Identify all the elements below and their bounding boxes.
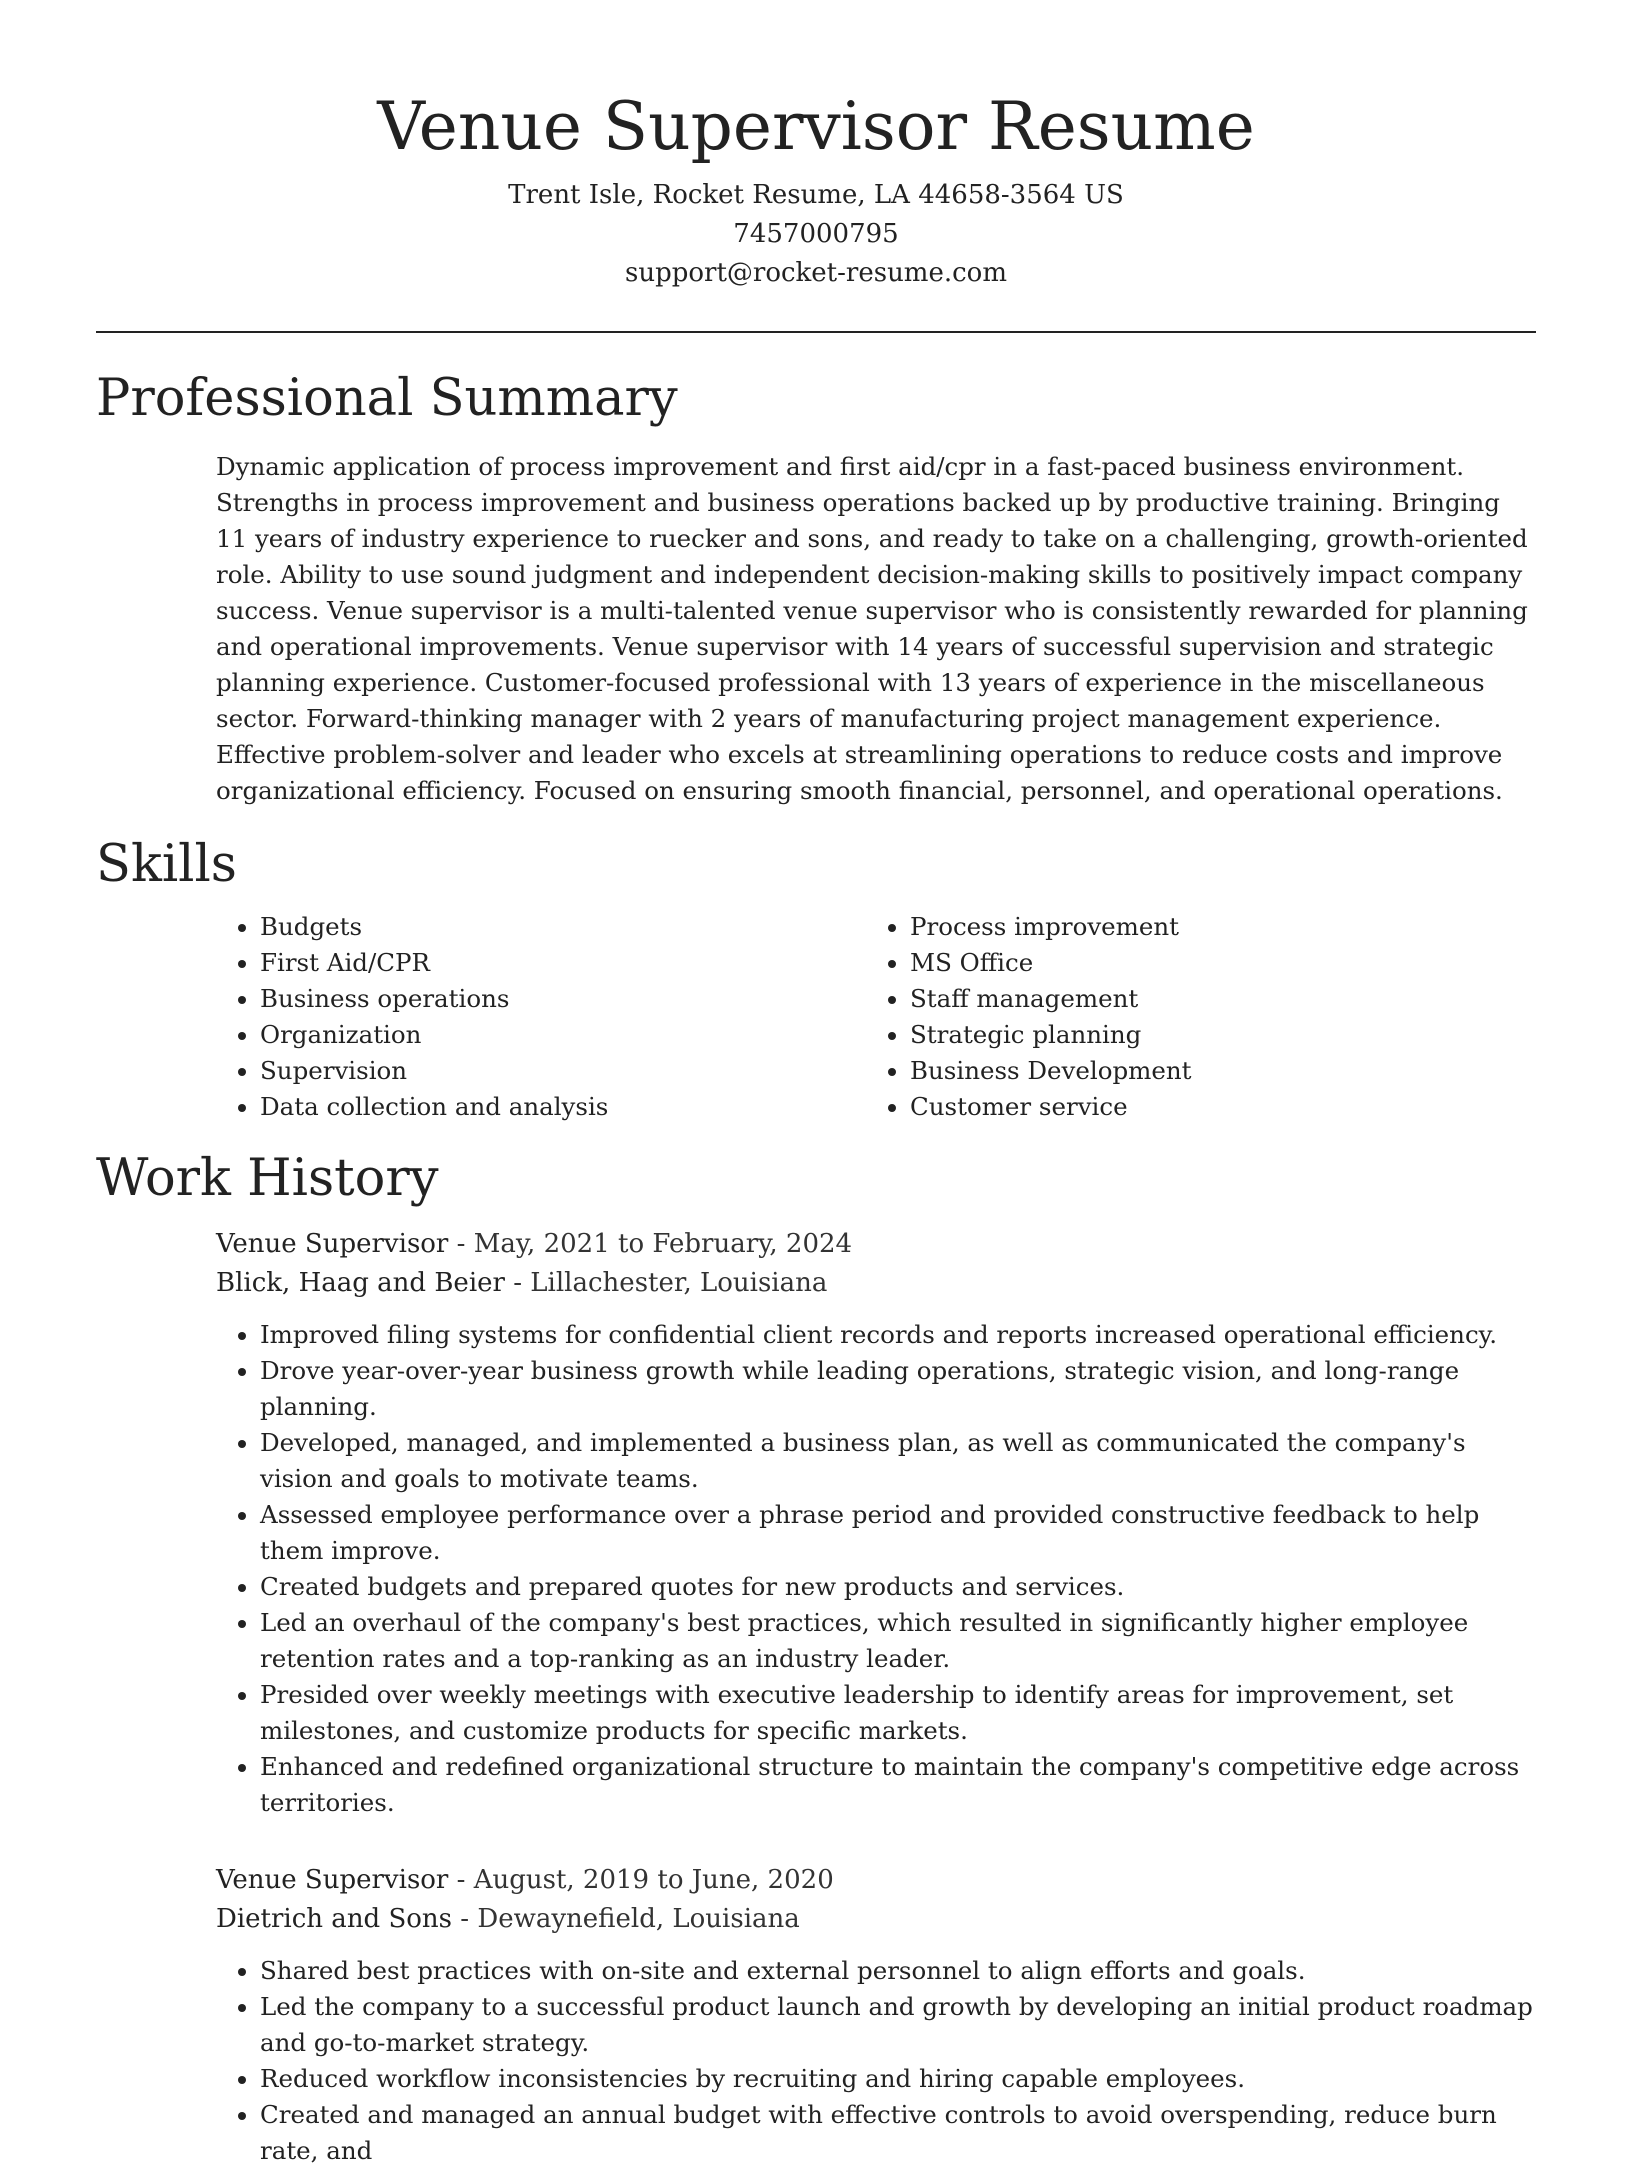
job-company: Dietrich and Sons — [216, 1904, 453, 1934]
job-duty: • Created and managed an annual budget with effective controls to avoid overspending, reduce burn rate, and — [260, 2097, 1536, 2169]
summary-text: Dynamic application of process improvement and first aid/cpr in a fast-paced business environment. Strengths in process improvement and business operations backed up by productive training. Bringing 11 years of industry experience to ruecker and sons, and ready to take on a challenging, growth-oriented role. Ability to use sound judgment and independent decision-making skills to positively impact company success. Venue supervisor is a multi-talented venue supervisor who is consistently rewarded for planning and operational improvements. Venue supervisor with 14 years of successful supervision and strategic planning experience. Customer-focused professional with 13 years of experience in the miscellaneous sector. Forward-thinking manager with 2 years of manufacturing project management experience. Effective problem-solver and leader who excels at streamlining operations to reduce costs and improve organizational efficiency. Focused on ensuring smooth financial, personnel, and operational operations. — [216, 452, 1528, 805]
skills-column-left — [216, 909, 866, 1125]
contact-address: Trent Isle, Rocket Resume, LA 44658-3564 US — [508, 180, 1124, 210]
job-title-line — [216, 1861, 1536, 1900]
job-separator: - — [504, 1268, 531, 1298]
skill-item: • Organization — [260, 1017, 866, 1053]
job-duty: • Enhanced and redefined organizational structure to maintain the company's competitive edge across territories. — [260, 1749, 1536, 1821]
job-dates: August, 2019 to June, 2020 — [473, 1865, 834, 1895]
resume-page — [96, 0, 1536, 2169]
resume-header — [96, 0, 1536, 293]
job-role: Venue Supervisor — [216, 1865, 449, 1895]
header-divider — [96, 331, 1536, 333]
skills-list — [216, 909, 1536, 1125]
contact-phone: 7457000795 — [733, 219, 899, 249]
work-history-heading: Work History — [96, 1149, 439, 1208]
job-duty: • Improved filing systems for confidential client records and reports increased operational efficiency. — [260, 1317, 1536, 1353]
job-duty: • Drove year-over-year business growth while leading operations, strategic vision, and long-range planning. — [260, 1353, 1536, 1425]
job-duty: • Created budgets and prepared quotes for new products and services. — [260, 1569, 1536, 1605]
job-duty: • Developed, managed, and implemented a business plan, as well as communicated the company's vision and goals to motivate teams. — [260, 1425, 1536, 1497]
job-separator: - — [448, 1865, 474, 1895]
skill-item: • First Aid/CPR — [260, 945, 866, 981]
job-location: Dewaynefield, Louisiana — [477, 1904, 800, 1934]
job-duty: • Shared best practices with on-site and external personnel to align efforts and goals. — [260, 1953, 1536, 1989]
job-duty: • Presided over weekly meetings with executive leadership to identify areas for improvement, set milestones, and customize products for specific markets. — [260, 1677, 1536, 1749]
job-separator: - — [448, 1229, 474, 1259]
job-separator: - — [452, 1904, 478, 1934]
contact-info — [96, 176, 1536, 293]
skills-column-right — [866, 909, 1516, 1125]
skill-item: • MS Office — [910, 945, 1516, 981]
skills-heading: Skills — [96, 835, 237, 894]
skill-item: • Customer service — [910, 1089, 1516, 1125]
job-dates: May, 2021 to February, 2024 — [473, 1229, 853, 1259]
skill-item: • Process improvement — [910, 909, 1516, 945]
summary-heading: Professional Summary — [96, 369, 678, 428]
job-entry — [216, 1861, 1536, 2169]
job-duties — [216, 1953, 1536, 2169]
skill-item: • Business Development — [910, 1053, 1516, 1089]
skill-item: • Supervision — [260, 1053, 866, 1089]
job-title-line — [216, 1225, 1536, 1264]
job-company-line — [216, 1900, 1536, 1939]
job-duty: • Led an overhaul of the company's best practices, which resulted in significantly higher employee retention rates and a top-ranking as an industry leader. — [260, 1605, 1536, 1677]
job-duties — [216, 1317, 1536, 1821]
job-company-line — [216, 1264, 1536, 1303]
skill-item: • Data collection and analysis — [260, 1089, 866, 1125]
job-location: Lillachester, Louisiana — [530, 1268, 828, 1298]
job-entry — [216, 1225, 1536, 1821]
job-duty: • Led the company to a successful product launch and growth by developing an initial product roadmap and go-to-market strategy. — [260, 1989, 1536, 2061]
resume-title: Venue Supervisor Resume — [377, 88, 1255, 165]
job-duty: • Assessed employee performance over a phrase period and provided constructive feedback to help them improve. — [260, 1497, 1536, 1569]
skill-item: • Business operations — [260, 981, 866, 1017]
skill-item: • Budgets — [260, 909, 866, 945]
contact-email: support@rocket-resume.com — [624, 258, 1007, 288]
job-company: Blick, Haag and Beier — [216, 1268, 505, 1298]
skill-item: • Staff management — [910, 981, 1516, 1017]
job-duty: • Reduced workflow inconsistencies by recruiting and hiring capable employees. — [260, 2061, 1536, 2097]
job-role: Venue Supervisor — [216, 1229, 449, 1259]
skill-item: • Strategic planning — [910, 1017, 1516, 1053]
